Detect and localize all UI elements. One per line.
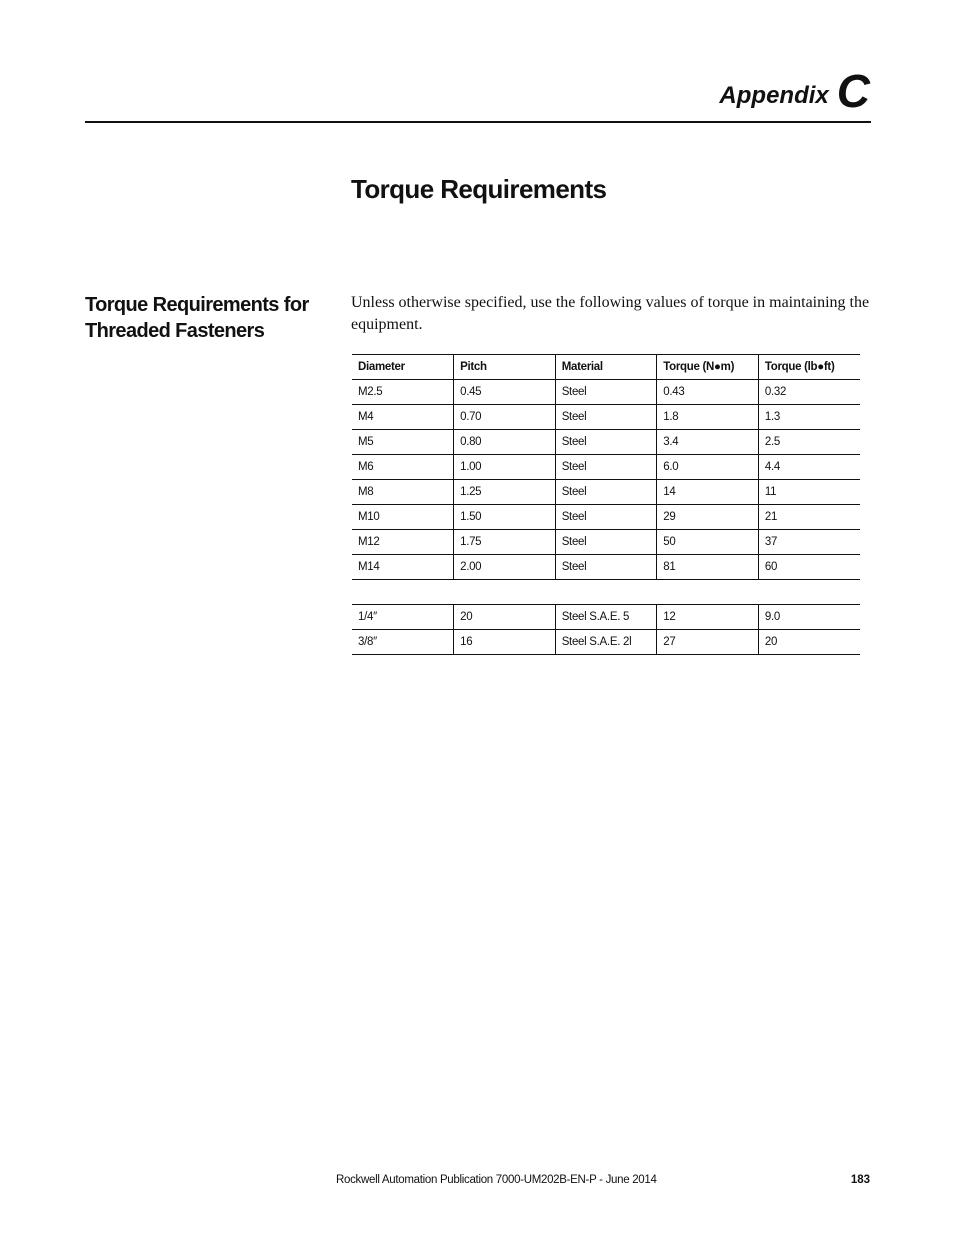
intro-paragraph: Unless otherwise specified, use the following values of torque in maintaining the equipment. <box>351 294 870 333</box>
table-row <box>352 480 860 505</box>
table-cell: M12 <box>352 530 454 555</box>
table-cell: 27 <box>657 630 759 655</box>
table-row <box>352 505 860 530</box>
table-cell: 1.00 <box>454 455 556 480</box>
table-cell: 1.3 <box>758 405 860 430</box>
table-body <box>352 380 860 655</box>
table-cell: Steel <box>555 555 657 580</box>
column-header-material: Material <box>555 355 657 380</box>
table-cell: 0.32 <box>758 380 860 405</box>
table-cell: M10 <box>352 505 454 530</box>
table-cell: 3.4 <box>657 430 759 455</box>
table-header-row <box>352 355 860 380</box>
appendix-letter: C <box>836 65 870 117</box>
table-row <box>352 430 860 455</box>
table-cell: Steel <box>555 455 657 480</box>
column-header-pitch: Pitch <box>454 355 556 380</box>
table-cell: Steel <box>555 430 657 455</box>
table-cell: 1.8 <box>657 405 759 430</box>
table-cell: 1.50 <box>454 505 556 530</box>
table-cell: M14 <box>352 555 454 580</box>
table-cell: 3/8″ <box>352 630 454 655</box>
table-row <box>352 405 860 430</box>
table-cell: 6.0 <box>657 455 759 480</box>
table-row <box>352 605 860 630</box>
column-header-torque-lbft: Torque (lb●ft) <box>758 355 860 380</box>
table-cell: 1.25 <box>454 480 556 505</box>
table-row <box>352 455 860 480</box>
footer-page-number: 183 <box>850 1174 870 1186</box>
appendix-label <box>719 64 870 117</box>
table-cell: 14 <box>657 480 759 505</box>
table-cell: 0.43 <box>657 380 759 405</box>
page-title: Torque Requirements <box>351 174 607 204</box>
table-cell: 60 <box>758 555 860 580</box>
column-header-torque-nm: Torque (N●m) <box>657 355 759 380</box>
column-header-diameter: Diameter <box>352 355 454 380</box>
table-cell: 12 <box>657 605 759 630</box>
table-cell: Steel S.A.E. 2l <box>555 630 657 655</box>
table-cell: 0.80 <box>454 430 556 455</box>
table-row <box>352 530 860 555</box>
table-cell: Steel <box>555 380 657 405</box>
table-cell: 16 <box>454 630 556 655</box>
table-cell: 21 <box>758 505 860 530</box>
table-cell: M4 <box>352 405 454 430</box>
table-cell: 20 <box>454 605 556 630</box>
table-cell: 9.0 <box>758 605 860 630</box>
table-cell: M5 <box>352 430 454 455</box>
table-cell: 50 <box>657 530 759 555</box>
table-cell: Steel <box>555 480 657 505</box>
appendix-word: Appendix <box>719 82 829 109</box>
table-cell: 0.45 <box>454 380 556 405</box>
table-spacer-row <box>352 580 860 605</box>
table-cell: 1.75 <box>454 530 556 555</box>
table-cell: 2.00 <box>454 555 556 580</box>
table-cell: M6 <box>352 455 454 480</box>
table-cell: 37 <box>758 530 860 555</box>
torque-table <box>352 354 860 655</box>
section-heading: Torque Requirements for Threaded Fasteners <box>85 294 309 342</box>
table-cell: Steel <box>555 505 657 530</box>
table-cell: Steel <box>555 530 657 555</box>
table-cell: Steel S.A.E. 5 <box>555 605 657 630</box>
table-cell: 29 <box>657 505 759 530</box>
table-cell: 11 <box>758 480 860 505</box>
table-cell: 4.4 <box>758 455 860 480</box>
table-cell: 81 <box>657 555 759 580</box>
table-row <box>352 555 860 580</box>
table-cell: 1/4″ <box>352 605 454 630</box>
table-cell: 20 <box>758 630 860 655</box>
table-cell: M2.5 <box>352 380 454 405</box>
table-cell: M8 <box>352 480 454 505</box>
table-row <box>352 630 860 655</box>
table-cell: 0.70 <box>454 405 556 430</box>
table-cell: 2.5 <box>758 430 860 455</box>
table-spacer-cell <box>352 580 860 605</box>
footer-publication: Rockwell Automation Publication 7000-UM202B-EN-P - June 2014 <box>336 1174 657 1186</box>
table-row <box>352 380 860 405</box>
table-cell: Steel <box>555 405 657 430</box>
header-rule <box>85 121 871 123</box>
